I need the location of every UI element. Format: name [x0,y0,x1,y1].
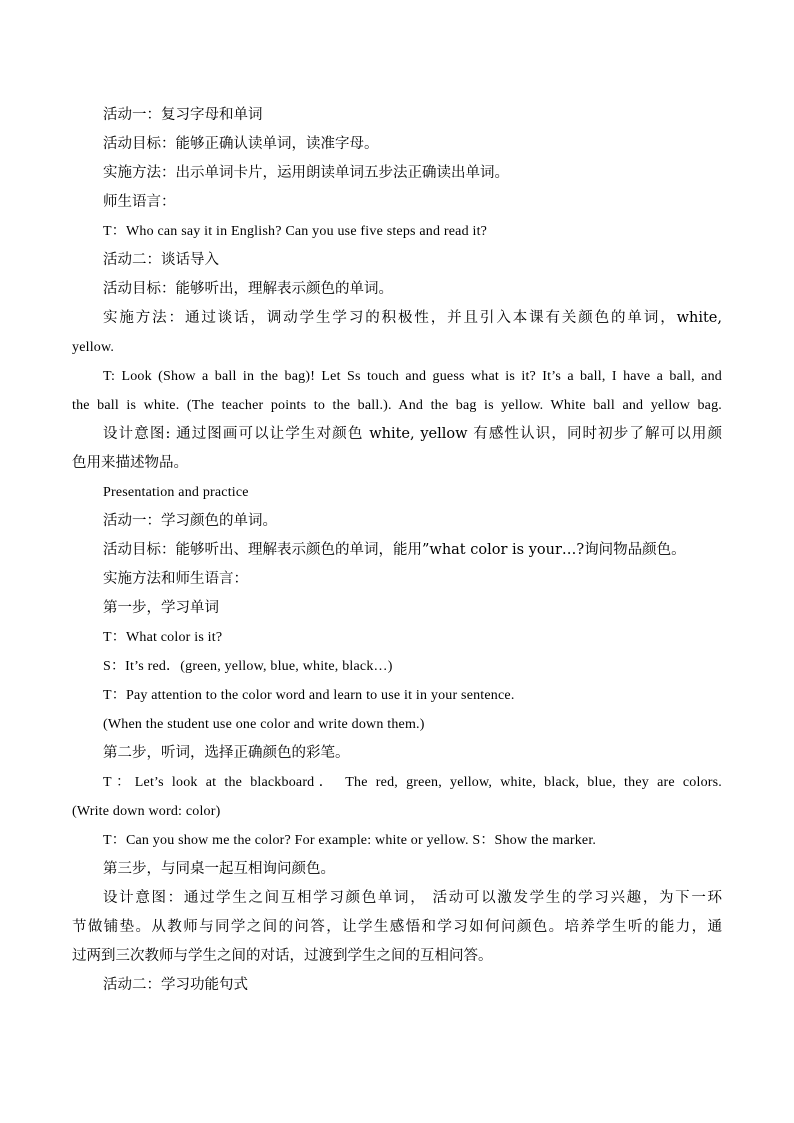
activity-1-heading: 活动一：复习字母和单词 [103,107,263,123]
design-intent-2-continued-2: 过两到三次教师与学生之间的对话，过渡到学生之间的互相问答。 [72,948,493,964]
design-intent-1-continued: 色用来描述物品。 [72,455,188,471]
presentation-practice-heading: Presentation and practice [103,485,249,500]
step-1-teacher-instruction: T：Pay attention to the color word and learn to use it in your sentence. [103,688,515,703]
document-body [72,101,722,1000]
step-3-heading: 第三步，与同桌一起互相询问颜色。 [103,861,335,877]
design-intent-2-continued-1: 节做铺垫。从教师与同学之间的问答，让学生感悟和学习如何问颜色。培养学生听的能力，通 [72,919,722,935]
activity-2-method: 实施方法：通过谈话，调动学生学习的积极性，并且引入本课有关颜色的单词，white, [103,310,722,326]
activity-2-goal: 活动目标：能够听出，理解表示颜色的单词。 [103,281,393,297]
teacher-dialogue-line-1: T: Look (Show a ball in the bag)! Let Ss touch and guess what is it? It’s a ball, I have a ball, and [103,369,722,384]
design-intent-1: 设计意图: 通过图画可以让学生对颜色 white, yellow 有感性认识，同时初步了解可以用颜 [103,426,722,442]
presentation-activity-1-heading: 活动一：学习颜色的单词。 [103,513,277,529]
step-2-teacher-line: T：Let’s look at the blackboard． The red, green, yellow, white, black, blue, they are colors. [103,775,722,790]
step-2-heading: 第二步，听词，选择正确颜色的彩笔。 [103,745,350,761]
presentation-activity-1-goal: 活动目标：能够听出、理解表示颜色的单词，能用”what color is your…?询问物品颜色。 [103,542,686,558]
step-2-dialogue: T：Can you show me the color? For example: white or yellow. S：Show the marker. [103,833,597,848]
design-intent-2: 设计意图：通过学生之间互相学习颜色单词， 活动可以激发学生的学习兴趣，为下一环 [103,890,722,906]
presentation-method-label: 实施方法和师生语言： [103,571,248,587]
step-1-note: (When the student use one color and write down them.) [103,717,425,732]
teacher-question-line: T：Who can say it in English? Can you use five steps and read it? [103,224,488,239]
step-1-student-answer: S：It’s red．(green, yellow, blue, white, black…) [103,659,393,674]
teacher-student-language-label: 师生语言： [103,194,176,210]
step-2-note: (Write down word: color) [72,804,221,819]
activity-1-goal: 活动目标：能够正确认读单词，读准字母。 [103,136,379,152]
activity-1-method: 实施方法：出示单词卡片，运用朗读单词五步法正确读出单词。 [103,165,509,181]
presentation-activity-2-heading: 活动二：学习功能句式 [103,977,248,993]
activity-2-heading: 活动二：谈话导入 [103,252,219,268]
step-1-teacher-question: T：What color is it? [103,630,223,645]
step-1-heading: 第一步，学习单词 [103,600,219,616]
teacher-dialogue-line-2: the ball is white. (The teacher points to the ball.). And the bag is yellow. White ball and yellow bag. [72,398,722,413]
activity-2-method-continued: yellow. [72,340,115,355]
